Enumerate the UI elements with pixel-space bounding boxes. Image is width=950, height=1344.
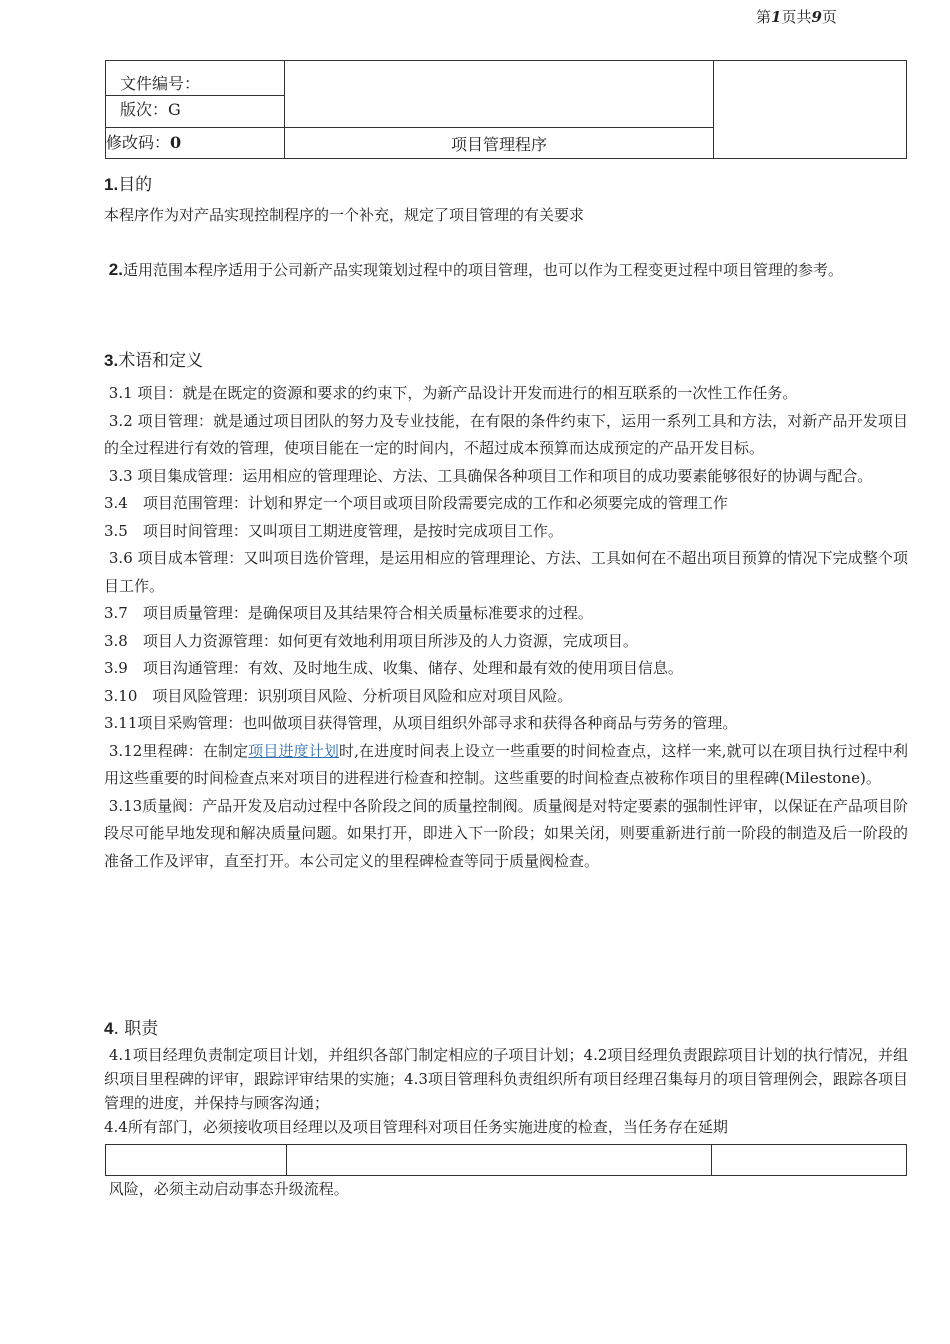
section-1-heading: 1.目的 bbox=[104, 175, 153, 195]
term-3-1: 3.1 项目：就是在既定的资源和要求的约束下，为新产品设计开发而进行的相互联系的一次性工作任务。 bbox=[108, 384, 798, 402]
revision-value: 0 bbox=[170, 133, 182, 152]
section-1-text: 本程序作为对产品实现控制程序的一个补充，规定了项目管理的有关要求 bbox=[104, 206, 585, 224]
section-2-text: 2.适用范围本程序适用于公司新产品实现策划过程中的项目管理，也可以作为工程变更过程中项目管理的参考。 bbox=[108, 260, 843, 279]
term-3-11: 3.11项目采购管理：也叫做项目获得管理，从项目组织外部寻求和获得各种商品与劳务的管理。 bbox=[104, 714, 738, 732]
version-label: 版次：G bbox=[120, 100, 181, 119]
term-3-7: 3.7 项目质量管理：是确保项目及其结果符合相关质量标准要求的过程。 bbox=[104, 604, 593, 622]
project-schedule-link[interactable]: 项目进度计划 bbox=[248, 741, 339, 760]
footer-table bbox=[105, 1144, 907, 1176]
term-3-6: 3.6 项目成本管理：又叫项目选价管理，是运用相应的管理理论、方法、工具如何在不超出项目预算的情况下完成整个项目工作。 bbox=[104, 549, 908, 595]
term-3-4: 3.4 项目范围管理：计划和界定一个项目或项目阶段需要完成的工作和必须要完成的管理工作 bbox=[104, 494, 728, 512]
term-3-12: 3.12里程碑：在制定项目进度计划时,在进度时间表上设立一些重要的时间检查点，这样一来,就可以在项目执行过程中利用这些重要的时间检查点来对项目的进程进行检查和控制。这些重要的时间检查点被称作项目的里程碑(Milestone)。 bbox=[104, 741, 908, 787]
term-3-3: 3.3 项目集成管理：运用相应的管理理论、方法、工具确保各种项目工作和项目的成功要素能够很好的协调与配合。 bbox=[108, 466, 873, 485]
footer-cell-2 bbox=[287, 1145, 712, 1176]
document-header-table bbox=[105, 60, 907, 159]
term-3-5: 3.5 项目时间管理：又叫项目工期进度管理，是按时完成项目工作。 bbox=[104, 521, 563, 540]
revision-label: 修改码： bbox=[106, 133, 171, 152]
footer-cell-1 bbox=[106, 1145, 287, 1176]
header-blank-cell bbox=[285, 61, 714, 128]
term-3-2: 3.2 项目管理：就是通过项目团队的努力及专业技能，在有限的条件约束下，运用一系列工具和方法，对新产品开发项目的全过程进行有效的管理，使项目能在一定的时间内，不超过成本预算而达成预定的产品开发目标。 bbox=[104, 411, 908, 457]
section-4-heading: 4. 职责 bbox=[104, 1019, 159, 1039]
doc-number-label: 文件编号： bbox=[106, 61, 284, 96]
document-title: 项目管理程序 bbox=[285, 128, 714, 159]
term-3-13: 3.13质量阀：产品开发及启动过程中各阶段之间的质量控制阀。质量阀是对特定要素的强制性评审，以保证在产品项目阶段尽可能早地发现和解决质量问题。如果打开，即进入下一阶段；如果关闭，则要重新进行前一阶段的制造及后一阶段的准备工作及评审，直至打开。本公司定义的里程碑检查等同于质量阀检查。 bbox=[104, 796, 908, 870]
duty-4-1-to-4-3: 4.1项目经理负责制定项目计划，并组织各部门制定相应的子项目计划；4.2项目经理负责跟踪项目计划的执行情况，并组织项目里程碑的评审，跟踪评审结果的实施；4.3项目管理科负责组织所有项目经理召集每月的项目管理例会，跟踪各项目管理的进度，并保持与顾客沟通； bbox=[104, 1046, 908, 1112]
term-3-9: 3.9 项目沟通管理：有效、及时地生成、收集、储存、处理和最有效的使用项目信息。 bbox=[104, 659, 683, 677]
section-3-heading: 3.术语和定义 bbox=[104, 351, 204, 371]
section-3-body bbox=[104, 380, 908, 875]
footer-cell-3 bbox=[712, 1145, 907, 1176]
section-4-body bbox=[104, 1043, 908, 1139]
duty-4-4-continued: 风险，必须主动启动事态升级流程。 bbox=[108, 1180, 349, 1198]
header-label-cell bbox=[106, 61, 285, 128]
term-3-8: 3.8 项目人力资源管理：如何更有效地利用项目所涉及的人力资源，完成项目。 bbox=[104, 631, 638, 650]
revision-cell bbox=[106, 128, 285, 159]
page-number: 第1页共9页 bbox=[756, 8, 837, 26]
duty-4-4: 4.4所有部门，必须接收项目经理以及项目管理科对项目任务实施进度的检查，当任务存在延期 bbox=[104, 1118, 728, 1136]
header-logo-cell bbox=[714, 61, 907, 159]
term-3-10: 3.10 项目风险管理：识别项目风险、分析项目风险和应对项目风险。 bbox=[104, 686, 573, 705]
